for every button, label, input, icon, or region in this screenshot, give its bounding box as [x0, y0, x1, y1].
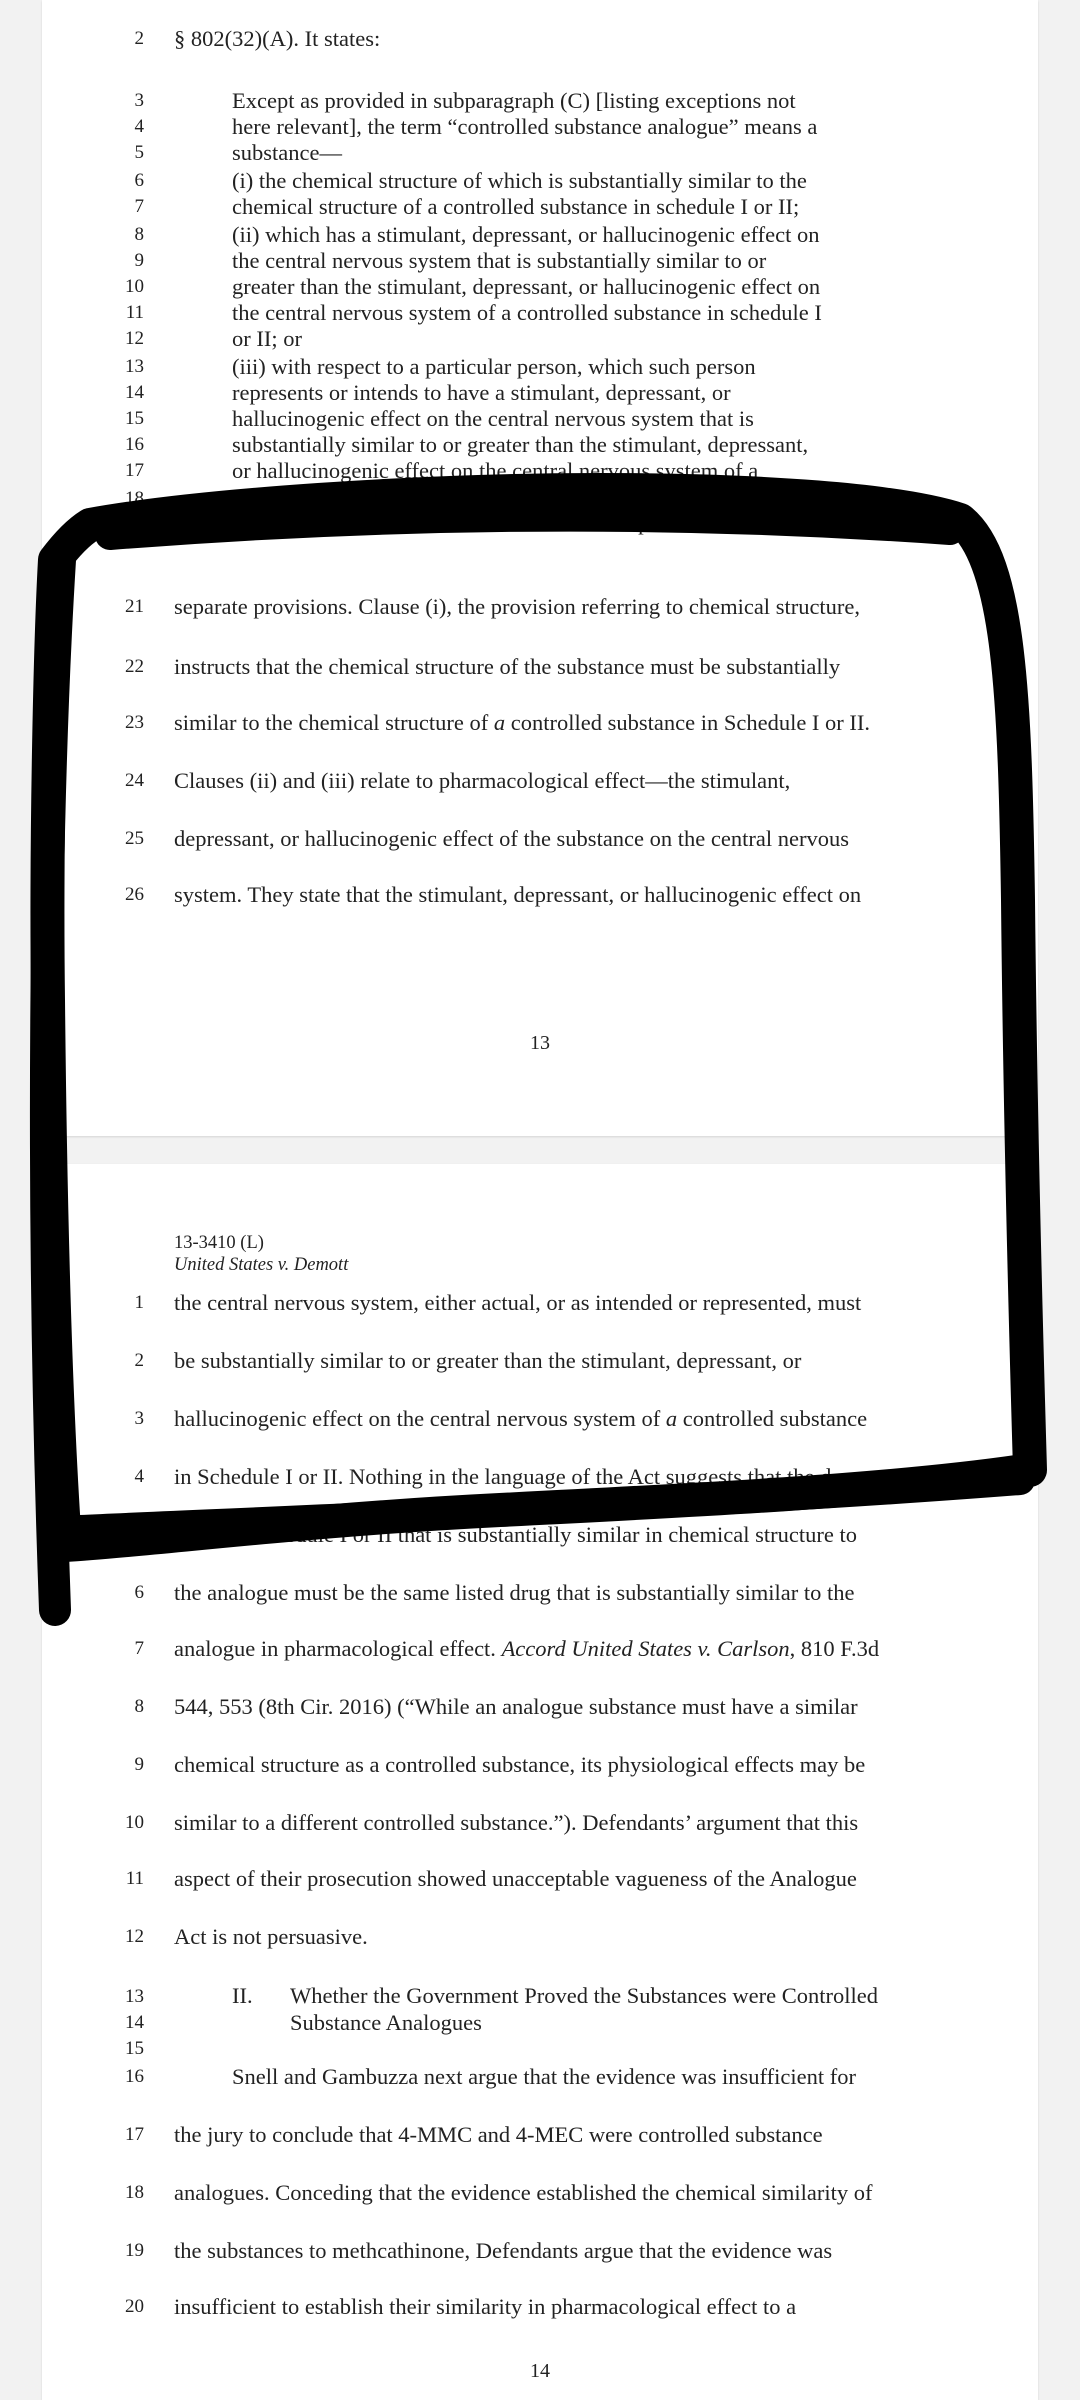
- line-text: aspect of their prosecution showed unacceptable vagueness of the Analogue: [174, 1866, 857, 1891]
- text-line: [42, 138, 1038, 168]
- line-text: § 802(32)(A). It states:: [174, 26, 381, 51]
- line-number: 2: [134, 28, 144, 49]
- line-number: 13: [125, 356, 144, 377]
- line-number: 7: [134, 1638, 144, 1659]
- line-text: listed in Schedule I or II that is substantially similar in chemical structure to: [174, 1522, 857, 1547]
- line-number: 23: [125, 712, 144, 733]
- line-number: 26: [125, 884, 144, 905]
- line-number: 6: [134, 170, 144, 191]
- line-text: hallucinogenic effect on the central nervous system of a controlled substance: [174, 1406, 868, 1431]
- line-number: 9: [134, 1754, 144, 1775]
- line-text: substantially similar to or greater than the stimulant, depressant,: [232, 432, 809, 457]
- page-14: [42, 1164, 1038, 2400]
- line-text: substance—: [232, 140, 342, 165]
- line-text: separate provisions. Clause (i), the provision referring to chemical structure,: [174, 594, 861, 619]
- line-number: 15: [125, 408, 144, 429]
- text-line: [42, 1404, 1038, 1434]
- line-text: the analogue must be the same listed drug that is substantially similar to the: [174, 1580, 855, 1605]
- text-line: [42, 652, 1038, 682]
- text-line: [42, 508, 1038, 538]
- line-number: 4: [134, 116, 144, 137]
- line-text: Except as provided in subparagraph (C) [listing exceptions not: [232, 88, 796, 113]
- line-number: 22: [125, 656, 144, 677]
- text-line: [42, 1578, 1038, 1608]
- line-number: 4: [134, 1466, 144, 1487]
- text-line: [42, 1346, 1038, 1376]
- line-number: 17: [125, 2124, 144, 2145]
- line-number: 14: [125, 382, 144, 403]
- line-text: depressant, or hallucinogenic effect of the substance on the central nervous: [174, 826, 849, 851]
- line-number: 17: [125, 460, 144, 481]
- line-text: the substances to methcathinone, Defendants argue that the evidence was: [174, 2238, 833, 2263]
- line-number: 19: [125, 2240, 144, 2261]
- line-text: similar to a different controlled substance.”). Defendants’ argument that this: [174, 1810, 859, 1835]
- line-text: chemical structure as a controlled substance, its physiological effects may be: [174, 1752, 866, 1777]
- line-text: here relevant], the term “controlled substance analogue” means a: [232, 114, 818, 139]
- line-text: system. They state that the stimulant, depressant, or hallucinogenic effect on: [174, 882, 862, 907]
- line-number: 3: [134, 90, 144, 111]
- text-line: [42, 192, 1038, 222]
- line-text: Clauses (ii) and (iii) relate to pharmacological effect—the stimulant,: [174, 768, 791, 793]
- text-line: [42, 2062, 1038, 2092]
- text-line: [42, 1634, 1038, 1664]
- line-number: 20: [125, 2296, 144, 2317]
- line-number: 18: [125, 488, 144, 509]
- text-line: [42, 1864, 1038, 1894]
- line-number: 12: [125, 328, 144, 349]
- text-line: [42, 1922, 1038, 1952]
- line-text: the jury to conclude that 4-MMC and 4-MEC were controlled substance: [174, 2122, 823, 2147]
- line-number: 18: [125, 2182, 144, 2203]
- text-line: [42, 708, 1038, 738]
- line-text: (i) the chemical structure of which is substantially similar to the: [232, 168, 807, 193]
- line-number: 21: [125, 596, 144, 617]
- text-line: [42, 880, 1038, 910]
- line-text: The statute addresses chemical structure and pharmacological effect in: [232, 510, 868, 535]
- line-text: Act is not persuasive.: [174, 1924, 368, 1949]
- line-number: 15: [125, 2038, 144, 2059]
- page-number: 13: [530, 1032, 550, 1054]
- text-line: [42, 2236, 1038, 2266]
- line-number: 5: [134, 1524, 144, 1545]
- line-number: 8: [134, 224, 144, 245]
- line-number: 6: [134, 1582, 144, 1603]
- line-number: 9: [134, 250, 144, 271]
- text-line: [42, 2178, 1038, 2208]
- section-title-line: Substance Analogues: [290, 2010, 482, 2035]
- text-line: [42, 2120, 1038, 2150]
- line-number: 20: [125, 512, 144, 533]
- line-text: instructs that the chemical structure of the substance must be substantially: [174, 654, 841, 679]
- page-number: 14: [530, 2360, 550, 2382]
- text-line: [42, 324, 1038, 354]
- section-numeral: II.: [232, 1983, 253, 2008]
- line-number: 3: [134, 1408, 144, 1429]
- line-text: (iii) with respect to a particular person, which such person: [232, 354, 756, 379]
- caption-case: United States v. Demott: [174, 1255, 349, 1275]
- line-text: represents or intends to have a stimulant, depressant, or: [232, 380, 731, 405]
- line-text: hallucinogenic effect on the central nervous system that is: [232, 406, 754, 431]
- line-text: controlled substance in schedule I or II.: [232, 486, 588, 511]
- line-text: insufficient to establish their similarity in pharmacological effect to a: [174, 2294, 797, 2319]
- line-number: 12: [125, 1926, 144, 1947]
- line-text: 544, 553 (8th Cir. 2016) (“While an analogue substance must have a similar: [174, 1694, 858, 1719]
- line-text: chemical structure of a controlled substance in schedule I or II;: [232, 194, 800, 219]
- text-line: [42, 1462, 1038, 1492]
- line-text: be substantially similar to or greater than the stimulant, depressant, or: [174, 1348, 802, 1373]
- text-line: [42, 1808, 1038, 1838]
- line-number: 16: [125, 434, 144, 455]
- line-number: 11: [125, 302, 144, 323]
- line-number: 16: [125, 2066, 144, 2087]
- line-number: 13: [125, 1986, 144, 2007]
- line-text: analogues. Conceding that the evidence established the chemical similarity of: [174, 2180, 873, 2205]
- line-number: 25: [125, 828, 144, 849]
- line-text: similar to the chemical structure of a controlled substance in Schedule I or II.: [174, 710, 871, 735]
- line-number: 8: [134, 1696, 144, 1717]
- line-text: the central nervous system of a controlled substance in schedule I: [232, 300, 822, 325]
- caption-docket: 13-3410 (L): [174, 1233, 264, 1253]
- line-number: 24: [125, 770, 144, 791]
- line-text: the central nervous system, either actual, or as intended or represented, must: [174, 1290, 862, 1315]
- line-text: (ii) which has a stimulant, depressant, or hallucinogenic effect on: [232, 222, 820, 247]
- line-number: 5: [134, 142, 144, 163]
- line-text: or hallucinogenic effect on the central nervous system of a: [232, 458, 759, 483]
- line-number: 1: [134, 1292, 144, 1313]
- line-number: 10: [125, 1812, 144, 1833]
- text-line: [42, 2292, 1038, 2322]
- line-number: 14: [125, 2012, 144, 2033]
- line-number: 7: [134, 196, 144, 217]
- text-line: [42, 592, 1038, 622]
- section-title-line: Whether the Government Proved the Substances were Controlled: [290, 1983, 878, 2008]
- text-line: [42, 24, 1038, 54]
- line-number: 10: [125, 276, 144, 297]
- text-line: [42, 1750, 1038, 1780]
- text-line: [42, 1288, 1038, 1318]
- text-line: [42, 456, 1038, 486]
- line-text: the central nervous system that is substantially similar to or: [232, 248, 767, 273]
- line-text: greater than the stimulant, depressant, or hallucinogenic effect on: [232, 274, 821, 299]
- line-text: in Schedule I or II. Nothing in the language of the Act suggests that the drug: [174, 1464, 862, 1489]
- text-line: [42, 1692, 1038, 1722]
- text-line: [42, 824, 1038, 854]
- text-line: [42, 766, 1038, 796]
- page-13: [42, 0, 1038, 1136]
- line-text: analogue in pharmacological effect. Accord United States v. Carlson, 810 F.3d: [174, 1636, 880, 1661]
- text-line: [42, 2034, 1038, 2064]
- line-number: 2: [134, 1350, 144, 1371]
- text-line: [42, 1520, 1038, 1550]
- line-text: or II; or: [232, 326, 302, 351]
- line-text: Snell and Gambuzza next argue that the evidence was insufficient for: [232, 2064, 856, 2089]
- line-number: 11: [125, 1868, 144, 1889]
